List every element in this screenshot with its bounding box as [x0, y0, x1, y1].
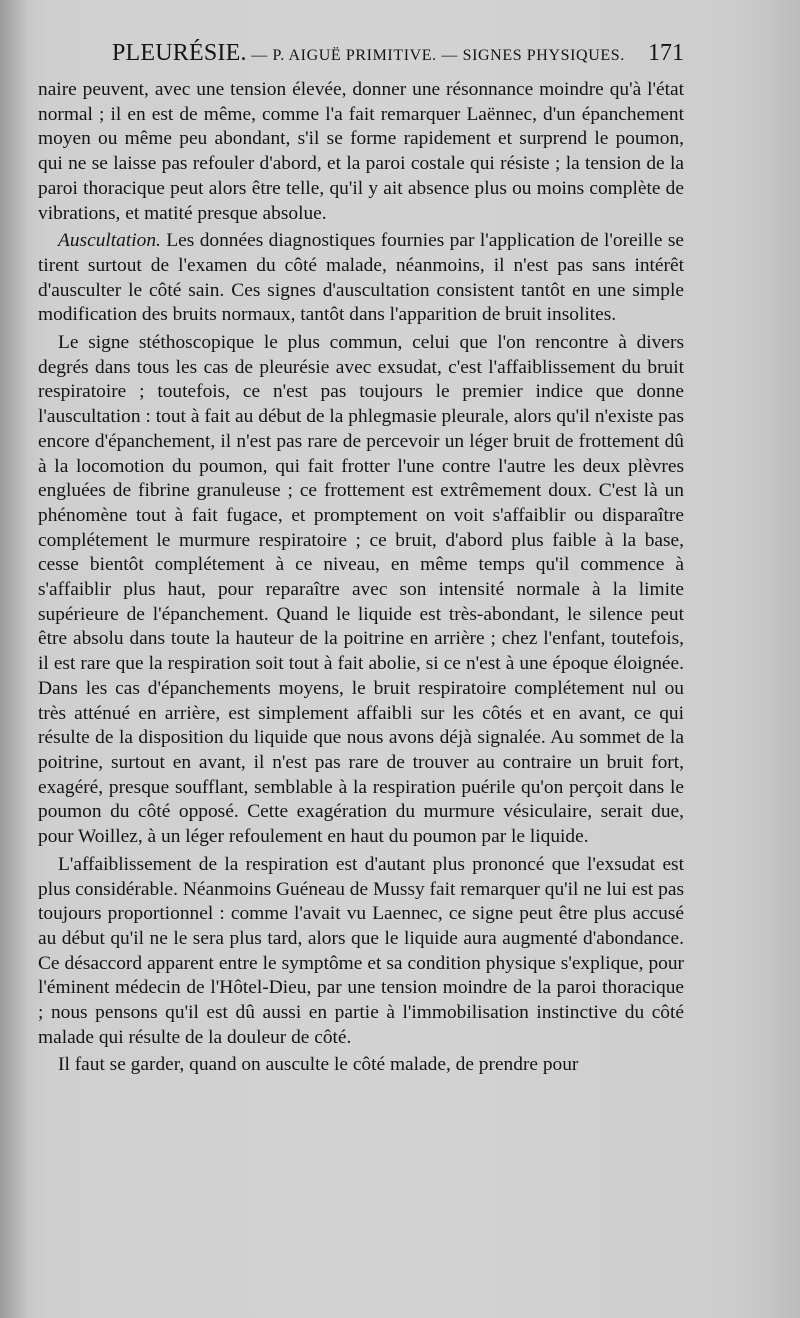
- auscultation-heading: Auscultation.: [58, 230, 161, 252]
- paragraph-2-text: Les données diagnostiques fournies par l'application de l'oreille se tirent surtout de l'examen du côté malade, néanmoins, il n'est pas sans intérêt d'ausculter le côté sain. Ces signes d'auscultation consistent tantôt en une simple modification des bruits normaux, tantôt dans l'apparition de bruit insolites.: [38, 230, 684, 326]
- header-dash-2: —: [436, 47, 463, 64]
- paragraph-3: Le signe stéthoscopique le plus commun, celui que l'on rencontre à divers degrés dans tous les cas de pleurésie avec exsudat, c'est l'affaiblissement du bruit respiratoire ; toutefois, ce n'est pas toujours le premier indice que donne l'auscultation : tout à fait au début de la phlegmasie pleurale, alors qu'il n'existe pas encore d'épanchement, il n'est pas rare de percevoir un léger bruit de frottement dû à la locomotion du poumon, qui fait frotter l'une contre l'autre les deux plèvres engluées de fibrine granuleuse ; ce frottement est extrêmement doux. C'est là un phénomène tout à fait fugace, et promptement on voit s'affaiblir ou disparaître complétement le murmure respiratoire ; ce bruit, d'abord plus faible à la base, cesse bientôt complétement à ce niveau, en même temps qu'il commence à s'affaiblir plus haut, pour reparaître avec son intensité normale à la limite supérieure de l'épanchement. Quand le liquide est très-abondant, le silence peut être absolu dans toute la hauteur de la poitrine en arrière ; chez l'enfant, toutefois, il est rare que la respiration soit tout à fait abolie, si ce n'est à une époque éloignée. Dans les cas d'épanchements moyens, le bruit respiratoire complétement nul ou très atténué en arrière, est simplement affaibli sur les côtés et en avant, ce qui résulte de la disposition du liquide que nous avons déjà signalée. Au sommet de la poitrine, surtout en avant, il n'est pas rare de trouver au contraire un bruit fort, exagéré, presque soufflant, semblable à la respiration puérile qu'on perçoit dans le poumon du côté opposé. Cette exagération du murmure vésiculaire, serait due, pour Woillez, à un léger refoulement en haut du poumon par le liquide.: [38, 332, 684, 848]
- paragraph-1: naire peuvent, avec une tension élevée, donner une résonnance moindre qu'à l'état normal ; il en est de même, comme l'a fait remarquer Laënnec, d'un épanchement moyen ou même peu abondant, s'il se forme rapidement et surprend le poumon, qui ne se laisse pas refouler d'abord, et la paroi costale qui résiste ; la tension de la paroi thoracique peut alors être telle, qu'il y ait absence plus ou moins complète de vibrations, et matité presque absolue.: [38, 79, 684, 224]
- header-title: PLEURÉSIE.: [112, 40, 247, 66]
- page-gutter-shadow: [0, 0, 26, 1318]
- header-dash-1: —: [246, 47, 273, 64]
- paragraph-4: L'affaiblissement de la respiration est d'autant plus prononcé que l'exsudat est plus considérable. Néanmoins Guéneau de Mussy fait remarquer qu'il ne lui est pas toujours proportionnel : comme l'avait vu Laennec, ce signe peut être plus accusé au début qu'il ne le sera plus tard, alors que le liquide aura augmenté d'abondance. Ce désaccord apparent entre le symptôme et sa condition physique s'explique, pour l'éminent médecin de l'Hôtel-Dieu, par une tension moindre de la paroi thoracique ; nous pensons qu'il est dû aussi en partie à l'immobilisation instinctive du côté malade qui résulte de la douleur de côté.: [38, 853, 684, 1048]
- header-subtitle: P. AIGUË PRIMITIVE.: [272, 47, 437, 64]
- paragraph-5: Il faut se garder, quand on ausculte le côté malade, de prendre pour: [58, 1054, 579, 1076]
- paragraph-2: [38, 229, 684, 328]
- header-section: SIGNES PHYSIQUES.: [462, 47, 625, 64]
- page-body: [38, 78, 684, 1081]
- running-head: [112, 40, 625, 67]
- page-header: [112, 40, 684, 74]
- page-number: 171: [648, 40, 684, 66]
